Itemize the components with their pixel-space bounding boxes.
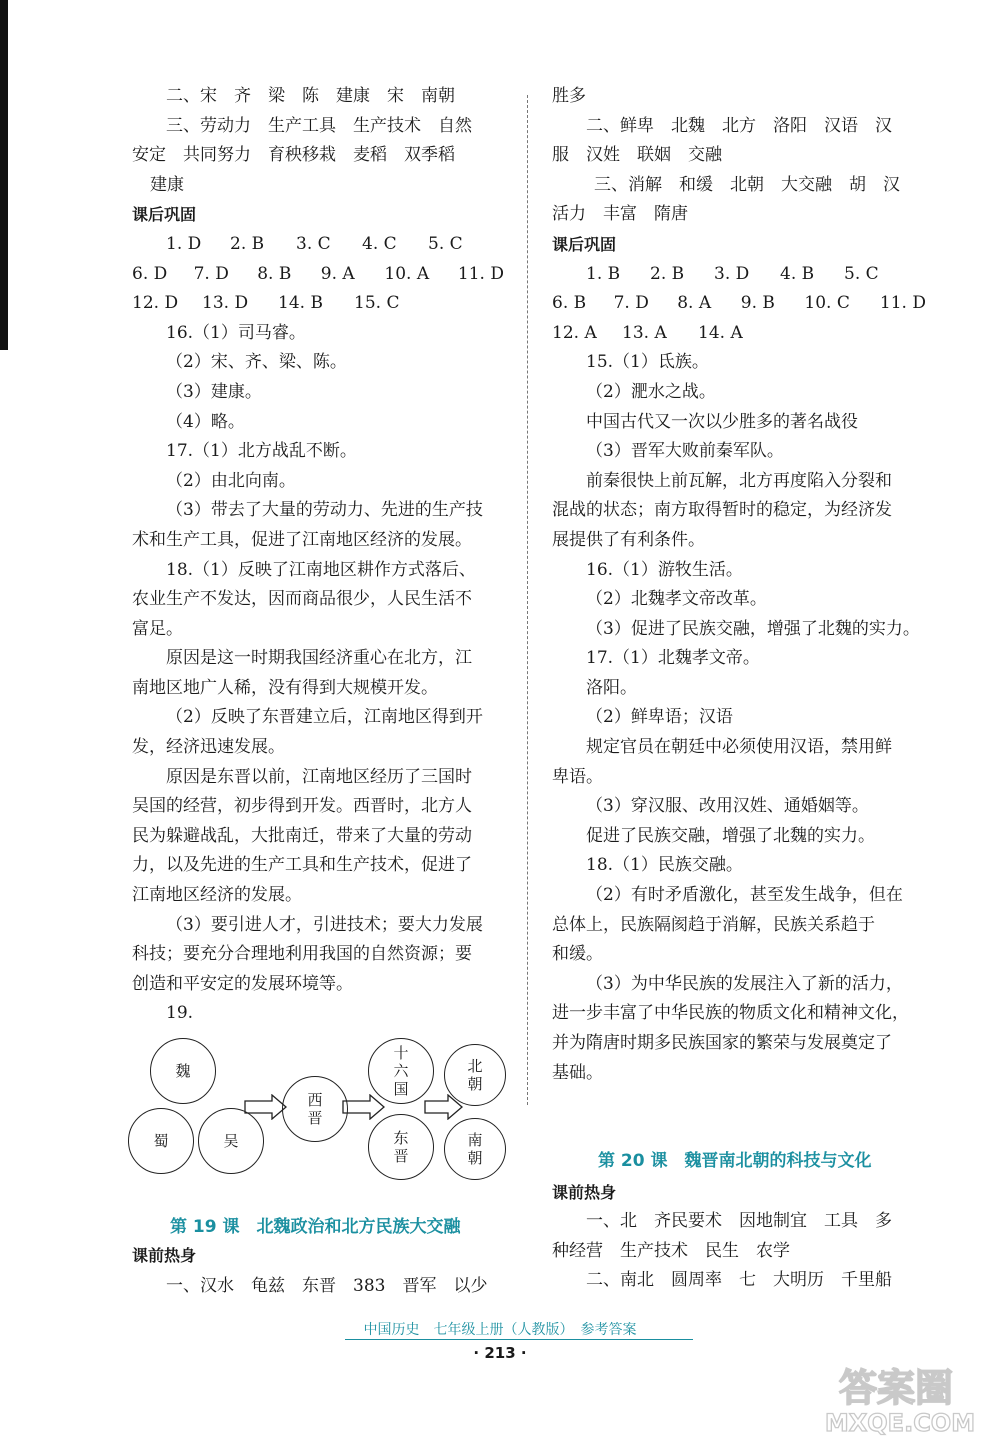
answer-line: 中国古代又一次以少胜多的著名战役 [586, 411, 858, 432]
scan-edge-shadow [0, 0, 8, 350]
answer-line: （2）由北向南。 [166, 470, 296, 491]
circle-shu: 蜀 [128, 1108, 194, 1174]
arrow-right-icon [424, 1094, 464, 1120]
mc-answer: 7. D [613, 293, 649, 314]
circle-wei: 魏 [150, 1038, 216, 1104]
answer-line: 建康 [150, 174, 184, 195]
answer-line: 17.（1）北方战乱不断。 [166, 441, 357, 462]
mc-answer: 8. A [677, 293, 712, 314]
answer-line: 力，以及先进的生产工具和生产技术，促进了 [132, 855, 472, 876]
answer-line: 民为躲避战乱，大批南迁，带来了大量的劳动 [132, 825, 472, 846]
circle-nanchao: 南朝 [444, 1118, 506, 1180]
answer-line: 展提供了有利条件。 [552, 529, 705, 550]
answer-line: 原因是这一时期我国经济重心在北方，江 [166, 648, 472, 669]
answer-line: （3）要引进人才，引进技术；要大力发展 [166, 914, 483, 935]
answer-line: 活力 丰富 隋唐 [552, 204, 688, 225]
mc-answer: 1. D [166, 233, 202, 254]
answer-line: （3）穿汉服、改用汉姓、通婚姻等。 [586, 796, 869, 817]
section-heading: 课后巩固 [552, 234, 617, 254]
answer-line: 洛阳。 [586, 677, 637, 698]
answer-line: 二、南北 圆周率 七 大明历 千里船 [586, 1270, 892, 1291]
column-divider [527, 95, 528, 1105]
answer-line: 二、鲜卑 北魏 北方 洛阳 汉语 汉 [586, 115, 892, 136]
answer-line: 富足。 [132, 618, 183, 639]
answer-line: 农业生产不发达，因而商品很少，人民生活不 [132, 589, 472, 610]
mc-answer: 14. B [278, 293, 323, 314]
answer-line: 18.（1）反映了江南地区耕作方式落后、 [166, 559, 476, 580]
answer-line: 促进了民族交融，增强了北魏的实力。 [586, 825, 875, 846]
answer-line: 前秦很快上前瓦解，北方再度陷入分裂和 [586, 470, 892, 491]
answer-line: 17.（1）北魏孝文帝。 [586, 648, 760, 669]
mc-row [132, 260, 504, 290]
mc-answer: 5. C [844, 263, 879, 284]
answer-line: 科技；要充分合理地利用我国的自然资源；要 [132, 944, 472, 965]
answer-line: （3）为中华民族的发展注入了新的活力， [586, 973, 903, 994]
mc-answer: 10. A [384, 263, 430, 284]
answer-line: 发，经济迅速发展。 [132, 737, 285, 758]
answer-line: 总体上，民族隔阂趋于消解，民族关系趋于 [552, 914, 875, 935]
answer-line: （2）鲜卑语；汉语 [586, 707, 733, 728]
answer-line: （3）晋军大败前秦军队。 [586, 441, 784, 462]
answer-line: 江南地区经济的发展。 [132, 885, 302, 906]
circle-dongjin: 东晋 [368, 1114, 434, 1180]
mc-answer: 13. A [622, 322, 667, 343]
right-column [552, 82, 926, 1088]
section-heading: 课前热身 [552, 1183, 617, 1202]
answer-line: （2）淝水之战。 [586, 381, 716, 402]
answer-line: 二、宋 齐 梁 陈 建康 宋 南朝 [166, 86, 455, 106]
answer-line: 规定官员在朝廷中必须使用汉语，禁用鲜 [586, 737, 892, 758]
left-column [132, 82, 504, 1029]
mc-answer: 3. D [714, 263, 750, 284]
answer-line: （3）带去了大量的劳动力、先进的生产技 [166, 500, 483, 521]
answer-line: 并为隋唐时期多民族国家的繁荣与发展奠定了 [552, 1033, 892, 1053]
answer-line: （2）宋、齐、梁、陈。 [166, 352, 347, 373]
answer-line: （2）北魏孝文帝改革。 [586, 589, 767, 610]
answer-line: 术和生产工具，促进了江南地区经济的发展。 [132, 529, 472, 550]
mc-answer: 3. C [296, 233, 331, 254]
mc-answer: 5. C [428, 233, 463, 254]
answer-line: 卑语。 [552, 766, 603, 787]
left-answer-list [132, 319, 504, 1029]
mc-answer: 2. B [230, 233, 265, 254]
lesson-20-lines [552, 1207, 926, 1296]
mc-answer: 12. D [132, 293, 179, 314]
answer-line: 一、北 齐民要术 因地制宜 工具 多 [586, 1211, 892, 1231]
answer-line: 胜多 [552, 86, 586, 106]
watermark-url: MXQE.COM [824, 1409, 976, 1437]
answer-line: 安定 共同努力 育秧移栽 麦稻 双季稻 [132, 145, 455, 166]
answer-line: 16.（1）游牧生活。 [586, 559, 743, 580]
answer-line: 吴国的经营，初步得到开发。西晋时，北方人 [132, 796, 472, 817]
mc-answer: 14. A [698, 322, 743, 343]
mc-answer: 7. D [193, 263, 229, 284]
mc-row [552, 319, 926, 349]
mc-answer: 6. B [552, 293, 587, 314]
mc-answer: 2. B [650, 263, 685, 284]
mc-row [132, 230, 504, 260]
answer-line: 三、劳动力 生产工具 生产技术 自然 [166, 115, 472, 136]
answer-line: 混战的状态；南方取得暂时的稳定，为经济发 [552, 500, 892, 521]
right-top-lines [552, 82, 926, 230]
mc-answer: 9. A [320, 263, 355, 284]
answer-line: 16.（1）司马睿。 [166, 322, 306, 343]
section-heading: 课前热身 [132, 1246, 197, 1265]
running-footer: 中国历史 七年级上册（人教版） 参考答案 [363, 1322, 637, 1338]
mc-row [552, 289, 926, 319]
watermark-title: 答案圈 [838, 1366, 954, 1410]
answer-line: 原因是东晋以前，江南地区经历了三国时 [166, 766, 472, 787]
mc-answer: 9. B [740, 293, 775, 314]
circle-xijin: 西晋 [282, 1076, 348, 1142]
answer-line: （2）反映了东晋建立后，江南地区得到开 [166, 707, 483, 728]
mc-answer: 11. D [879, 293, 926, 314]
answer-line: 和缓。 [552, 944, 603, 965]
right-answer-list [552, 348, 926, 1088]
mc-answer: 10. C [804, 293, 850, 314]
arrow-right-icon [244, 1094, 288, 1120]
mc-answer: 11. D [457, 263, 504, 284]
mc-answer: 6. D [132, 263, 168, 284]
answer-line: 一、汉水 龟兹 东晋 383 晋军 以少 [166, 1276, 488, 1296]
answer-line: 19. [166, 1003, 194, 1024]
mc-row [132, 289, 504, 319]
mc-answer: 4. B [780, 263, 815, 284]
answer-line: 15.（1）氐族。 [586, 352, 709, 373]
lesson-19-title: 第 19 课 北魏政治和北方民族大交融 [170, 1217, 461, 1237]
page-number: · 213 · [473, 1344, 527, 1362]
mc-answer: 12. A [552, 322, 597, 343]
answer-line: 服 汉姓 联姻 交融 [552, 145, 722, 166]
circle-wu: 吴 [198, 1108, 264, 1174]
mc-answer: 8. B [257, 263, 292, 284]
answer-line: 进一步丰富了中华民族的物质文化和精神文化， [552, 1003, 909, 1024]
mc-answer: 1. B [586, 263, 621, 284]
answer-line: （3）建康。 [166, 381, 262, 402]
lesson-20-title: 第 20 课 魏晋南北朝的科技与文化 [598, 1151, 872, 1171]
dynasty-diagram [128, 1038, 510, 1202]
answer-line: （4）略。 [166, 411, 245, 432]
watermark-logo [818, 1365, 978, 1437]
circle-shiliuguo: 十六国 [368, 1038, 434, 1104]
answer-line: 种经营 生产技术 民生 农学 [552, 1240, 790, 1261]
mc-answer: 4. C [362, 233, 397, 254]
answer-line: 创造和平安定的发展环境等。 [132, 973, 353, 994]
circle-beichao: 北朝 [444, 1044, 506, 1106]
answer-line: 三、消解 和缓 北朝 大交融 胡 汉 [594, 174, 900, 195]
footer-rule [345, 1339, 693, 1340]
answer-line: （3）促进了民族交融，增强了北魏的实力。 [586, 618, 920, 639]
mc-answer: 13. D [202, 293, 249, 314]
answer-line: 南地区地广人稀，没有得到大规模开发。 [132, 677, 438, 698]
mc-answer: 15. C [354, 293, 400, 314]
section-heading: 课后巩固 [132, 205, 197, 225]
answer-line: 18.（1）民族交融。 [586, 855, 743, 876]
mc-row [552, 260, 926, 290]
arrow-right-icon [342, 1094, 386, 1120]
answer-line: 基础。 [552, 1062, 603, 1083]
answer-line: （2）有时矛盾激化，甚至发生战争，但在 [586, 885, 903, 906]
